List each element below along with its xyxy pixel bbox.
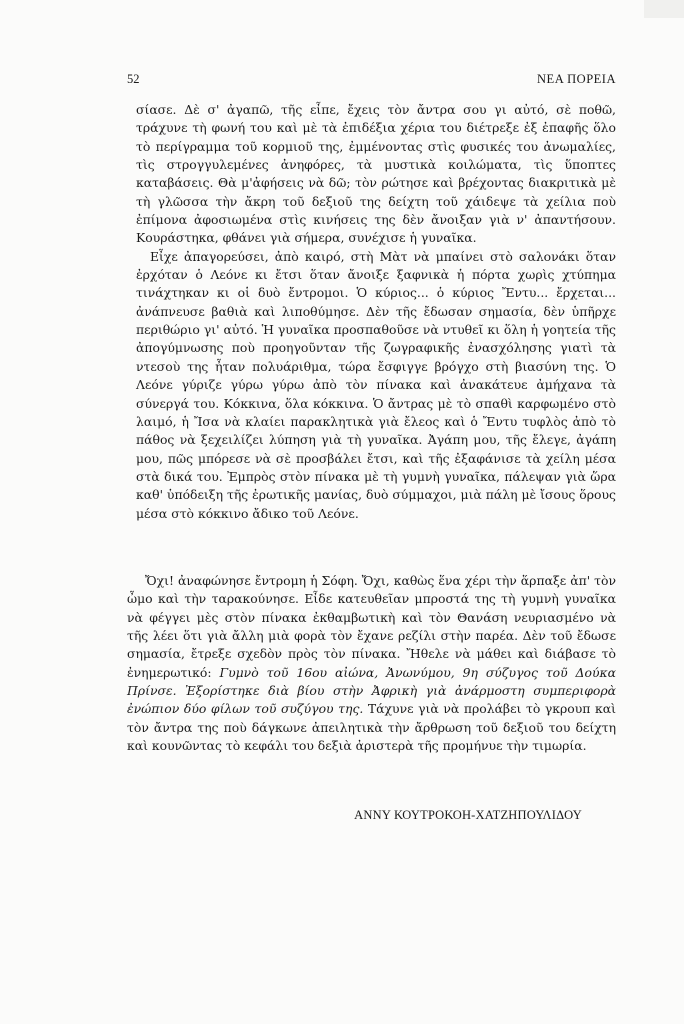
paragraph-3-text-a: Ὄχι! ἀναφώνησε ἔντρομη ἡ Σόφη. Ὄχι, καθὼς ἕνα χέρι τὴν ἅρπαξε ἀπ' τὸν ὦμο καὶ τὴν ταρακούνησε. Εἶδε κατευθεῖαν μπροστά της τὴ γυμνὴ γυναῖκα νὰ φέγγει μὲς στὸν πίνακα ἐκθαμβωτικὴ καὶ τὸν Θανάση νευριασμένο νὰ τῆς λέει ὅτι γιὰ ἄλλη μιὰ φορὰ τὸν ἔχανε ρεζίλι στὴν παρέα. Δὲν τοῦ ἔδωσε σημασία, ἔτρεξε σχεδὸν πρὸς τὸν πίνακα. Ἤθελε νὰ μάθει καὶ διάβασε τὸ ἐνημερωτικό: [127,573,616,680]
paragraph-3 [127,572,616,755]
page-header [127,72,616,88]
author-signature: ΑΝΝΥ ΚΟΥΤΡΟΚΟΗ-ΧΑΤΖΗΠΟΥΛΙΔΟΥ [354,808,582,822]
running-title: ΝΕΑ ΠΟΡΕΙΑ [537,72,616,86]
paragraph-3-italic-label: Γυμνὸ τοῦ 16ου αἰώνα, Ἀνωνύμου, 9η σύζυγος τοῦ Δούκα Πρίνσε. Ἐξορίστηκε διὰ βίου στὴν Ἀφρικὴ γιὰ ἀνάρμοστη συμπεριφορὰ ἐνώπιον δύο φίλων τοῦ συζύγου της. [127,664,616,717]
paragraph-2: Εἶχε ἀπαγορεύσει, ἀπὸ καιρό, στὴ Μὰτ νὰ μπαίνει στὸ σαλονάκι ὅταν ἐρχόταν ὁ Λεόνε κι ἔτσι ὅταν ἄνοιξε ξαφνικὰ ἡ πόρτα χωρὶς χτύπημα τινάχτηκαν κι οἱ δυὸ ἔντρομοι. Ὁ κύριος... ὁ κύριος Ἔντυ... ἔρχεται... ἀνάπνευσε βαθιὰ καὶ λιποθύμησε. Δὲν τῆς ἔδωσαν σημασία, δὲν ὑπῆρχε περιθώριο γι' αὐτό. Ἡ γυναῖκα προσπαθοῦσε νὰ ντυθεῖ κι ὅλη ἡ γοητεία τῆς ἀπογύμνωσης ποὺ προηγοῦνταν τῆς ζωγραφικῆς ἐνασχόλησης γιατὶ τὰ ντεσοὺ της ἦταν πολυάριθμα, τώρα ἔσφιγγε βρόγχο στὴ βιασύνη της. Ὁ Λεόνε γύριζε γύρω γύρω ἀπὸ τὸν πίνακα καὶ ἀνακάτευε ἀμήχανα τὰ σύνεργά του. Κόκκινα, ὅλα κόκκινα. Ὁ ἄντρας μὲ τὸ σπαθὶ καρφωμένο στὸ λαιμό, ἡ Ἴσα νὰ κλαίει παρακλητικὰ γιὰ ἔλεος καὶ ὁ Ἔντυ τυφλὸς ἀπὸ τὸ πάθος νὰ ξεχειλίζει λύπηση γιὰ τὴ γυναῖκα. Ἀγάπη μου, τῆς ἔλεγε, ἀγάπη μου, πῶς μπόρεσε νὰ σὲ προσβάλει ἔτσι, καὶ τῆς ἐξαφάνισε τὰ χείλη μέσα στὰ δικά του. Ἐμπρὸς στὸν πίνακα μὲ τὴ γυμνὴ γυναῖκα, πάλεψαν γιὰ ὥρα καθ' ὑπόδειξη τῆς ἐρωτικῆς μανίας, δυὸ σύμμαχοι, μιὰ πάλη μὲ ἴσους ὅρους μέσα στὸ κόκκινο ἄδικο τοῦ Λεόνε. [136,248,616,521]
scan-edge-mark [644,0,684,18]
page-number: 52 [127,72,140,86]
main-text-block [136,101,616,523]
paragraph-1: σίασε. Δὲ σ' ἀγαπῶ, τῆς εἶπε, ἔχεις τὸν ἄντρα σου γι αὐτό, σὲ ποθῶ, τράχυνε τὴ φωνή του καὶ μὲ τὰ ἐπιδέξια χέρια του διέτρεξε ἐξ ἐπαφῆς ὅλο τὸ περίγραμμα τοῦ κορμιοῦ της, ἐμμένοντας στὶς φυσικές του ἀνωμαλίες, τὶς στρογγυλεμένες ἀνηφόρες, τὰ μυστικὰ κοιλώματα, τὶς ὕποπτες καταβάσεις. Θὰ μ'ἀφήσεις νὰ δῶ; τὸν ρώτησε καὶ βρέχοντας διακριτικὰ μὲ τὴ γλῶσσα τὴν ἄκρη τοῦ δεξιοῦ της δείχτη τοῦ χάιδεψε τὰ χείλια ποὺ ἐπίμονα ἀφοσιωμένα στὶς κινήσεις της δὲν ἄνοιξαν γιὰ ν' ἀπαντήσουν. Κουράστηκα, φθάνει γιὰ σήμερα, συνέχισε ἡ γυναῖκα. [136,102,616,246]
paragraph-3-text-b: Τάχυνε γιὰ νὰ προλάβει τὸ γκρουπ καὶ τὸν ἄντρα της ποὺ δάγκωνε ἀπειλητικὰ τὴν ἄρθρωση τοῦ δεξιοῦ του δείχτη καὶ κουνῶντας τὸ κεφάλι του δεξιὰ ἀριστερὰ τῆς προμήνυε τὴν τιμωρία. [127,701,616,754]
